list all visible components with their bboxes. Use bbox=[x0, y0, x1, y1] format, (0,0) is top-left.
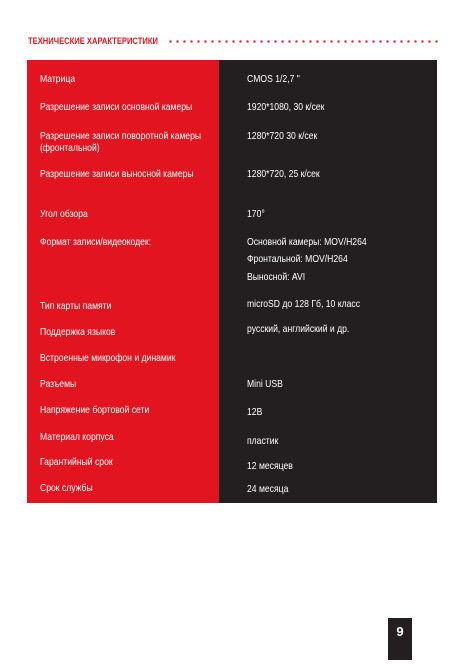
spec-value-warranty: 12 месяцев bbox=[247, 460, 293, 472]
spec-value-service-life: 24 месяца bbox=[247, 483, 289, 495]
specs-table bbox=[27, 60, 437, 503]
spec-label-connectors: Разъемы bbox=[40, 378, 77, 390]
spec-value-viewing-angle: 170° bbox=[247, 208, 265, 220]
spec-value-voltage: 12В bbox=[247, 406, 263, 418]
spec-label-matrix: Матрица bbox=[40, 73, 76, 85]
section-title: ТЕХНИЧЕСКИЕ ХАРАКТЕРИСТИКИ bbox=[28, 35, 158, 47]
spec-value-connectors: Mini USB bbox=[247, 378, 283, 390]
spec-value-languages: русский, английский и др. bbox=[247, 323, 350, 335]
spec-value-format-remote: Выносной: AVI bbox=[247, 271, 306, 283]
spec-label-remote-camera: Разрешение записи выносной камеры bbox=[40, 168, 194, 180]
page-number: 9 bbox=[388, 618, 412, 660]
spec-value-memory-card: microSD до 128 Гб, 10 класс bbox=[247, 298, 361, 310]
spec-value-format-main: Основной камеры: MOV/H264 bbox=[247, 236, 367, 248]
spec-label-rotary-camera-note: (фронтальной) bbox=[40, 142, 100, 154]
spec-value-material: пластик bbox=[247, 435, 279, 447]
spec-value-format-front: Фронтальной: MOV/H264 bbox=[247, 253, 348, 265]
spec-label-voltage: Напряжение бортовой сети bbox=[40, 404, 150, 416]
spec-value-matrix: CMOS 1/2,7 " bbox=[247, 73, 300, 85]
spec-label-memory-card: Тип карты памяти bbox=[40, 300, 112, 312]
spec-value-remote-camera: 1280*720, 25 к/сек bbox=[247, 168, 320, 180]
spec-label-rotary-camera: Разрешение записи поворотной камеры bbox=[40, 130, 202, 142]
spec-label-mic-speaker: Встроенные микрофон и динамик bbox=[40, 352, 176, 364]
spec-label-main-camera: Разрешение записи основной камеры bbox=[40, 101, 193, 113]
section-header bbox=[28, 35, 442, 47]
spec-label-warranty: Гарантийный срок bbox=[40, 456, 113, 468]
spec-label-languages: Поддержка языков bbox=[40, 326, 116, 338]
spec-value-rotary-camera: 1280*720 30 к/сек bbox=[247, 130, 318, 142]
spec-value-main-camera: 1920*1080, 30 к/сек bbox=[247, 101, 325, 113]
spec-label-material: Материал корпуса bbox=[40, 431, 114, 443]
spec-label-format: Формат записи/видеокодек: bbox=[40, 236, 152, 248]
dotted-divider bbox=[167, 40, 442, 43]
spec-label-service-life: Срок службы bbox=[40, 482, 93, 494]
spec-label-viewing-angle: Угол обзора bbox=[40, 208, 88, 220]
